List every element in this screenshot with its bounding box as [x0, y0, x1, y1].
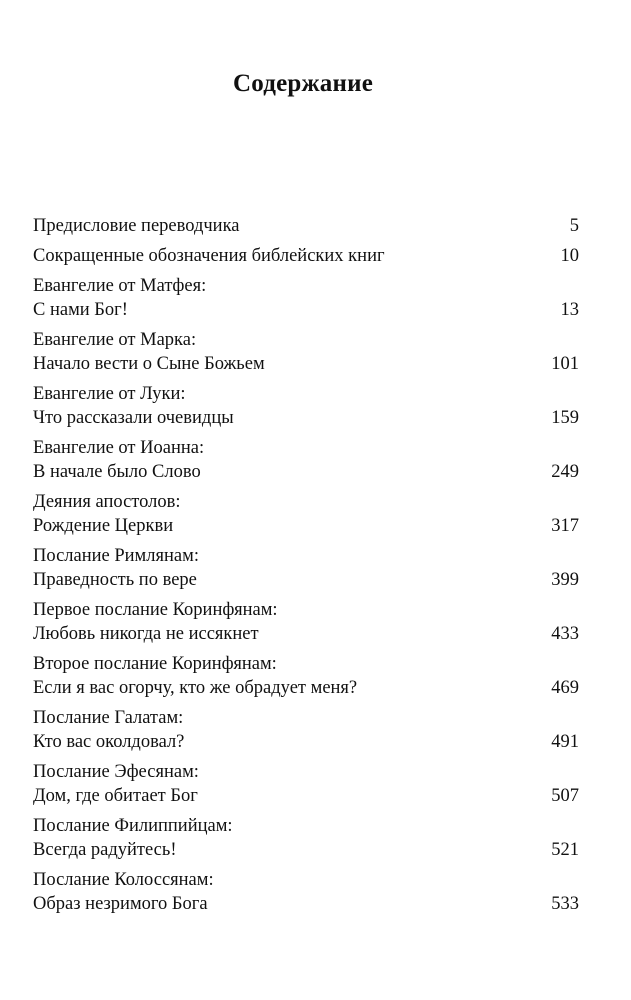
toc-page-number: 399: [551, 570, 579, 590]
toc-subtitle: Дом, где обитает Бог: [33, 786, 198, 806]
toc-page-number: 491: [551, 732, 579, 752]
toc-book-title: Евангелие от Иоанна:: [33, 438, 205, 458]
toc-book-title: Евангелие от Марка:: [33, 330, 197, 350]
toc-subtitle: Кто вас околдовал?: [33, 732, 185, 752]
toc-page-number: 521: [551, 840, 579, 860]
toc-entry: [33, 598, 579, 646]
toc-page-number: 507: [551, 786, 579, 806]
toc-book-title: Послание Галатам:: [33, 708, 184, 728]
toc-subtitle: Рождение Церкви: [33, 516, 174, 536]
toc-book-title: Первое послание Коринфянам:: [33, 600, 278, 620]
toc-book-title: Послание Римлянам:: [33, 546, 199, 566]
toc-page-number: 5: [569, 216, 579, 236]
toc-page-number: 469: [551, 678, 579, 698]
toc-entry: [33, 814, 579, 862]
toc-entry: [33, 214, 579, 238]
toc-page-number: 533: [551, 894, 579, 914]
toc-entry: [33, 382, 579, 430]
toc-subtitle: В начале было Слово: [33, 462, 201, 482]
toc-subtitle: Праведность по вере: [33, 570, 197, 590]
toc-book-title: Евангелие от Луки:: [33, 384, 186, 404]
toc-book-title: Евангелие от Матфея:: [33, 276, 207, 296]
toc-entry: [33, 244, 579, 268]
toc-subtitle: Образ незримого Бога: [33, 894, 208, 914]
toc-entry: [33, 868, 579, 916]
toc-entry: [33, 760, 579, 808]
toc-book-title: Послание Эфесянам:: [33, 762, 199, 782]
toc-entry: [33, 328, 579, 376]
toc-subtitle: Что рассказали очевидцы: [33, 408, 234, 428]
toc-page-number: 13: [560, 300, 579, 320]
toc-subtitle: Начало вести о Сыне Божьем: [33, 354, 265, 374]
toc-page-number: 159: [551, 408, 579, 428]
toc-book-title: Второе послание Коринфянам:: [33, 654, 277, 674]
toc-entry-title: Сокращенные обозначения библейских книг: [33, 246, 385, 266]
toc-page-number: 433: [551, 624, 579, 644]
toc-book-title: Послание Филиппийцам:: [33, 816, 233, 836]
toc-entry: [33, 544, 579, 592]
toc-entry: [33, 274, 579, 322]
toc-entry: [33, 490, 579, 538]
toc-subtitle: С нами Бог!: [33, 300, 128, 320]
toc-entry: [33, 436, 579, 484]
toc-entry-title: Предисловие переводчика: [33, 216, 240, 236]
toc-page-number: 249: [551, 462, 579, 482]
toc-subtitle: Всегда радуйтесь!: [33, 840, 177, 860]
toc-book-title: Деяния апостолов:: [33, 492, 181, 512]
toc-page-number: 317: [551, 516, 579, 536]
toc-subtitle: Если я вас огорчу, кто же обрадует меня?: [33, 678, 358, 698]
toc-page-number: 10: [560, 246, 579, 266]
table-of-contents: [33, 214, 579, 922]
toc-page-number: 101: [551, 354, 579, 374]
toc-entry: [33, 706, 579, 754]
toc-entry: [33, 652, 579, 700]
toc-book-title: Послание Колоссянам:: [33, 870, 214, 890]
page-title: Содержание: [232, 70, 373, 97]
toc-subtitle: Любовь никогда не иссякнет: [33, 624, 259, 644]
